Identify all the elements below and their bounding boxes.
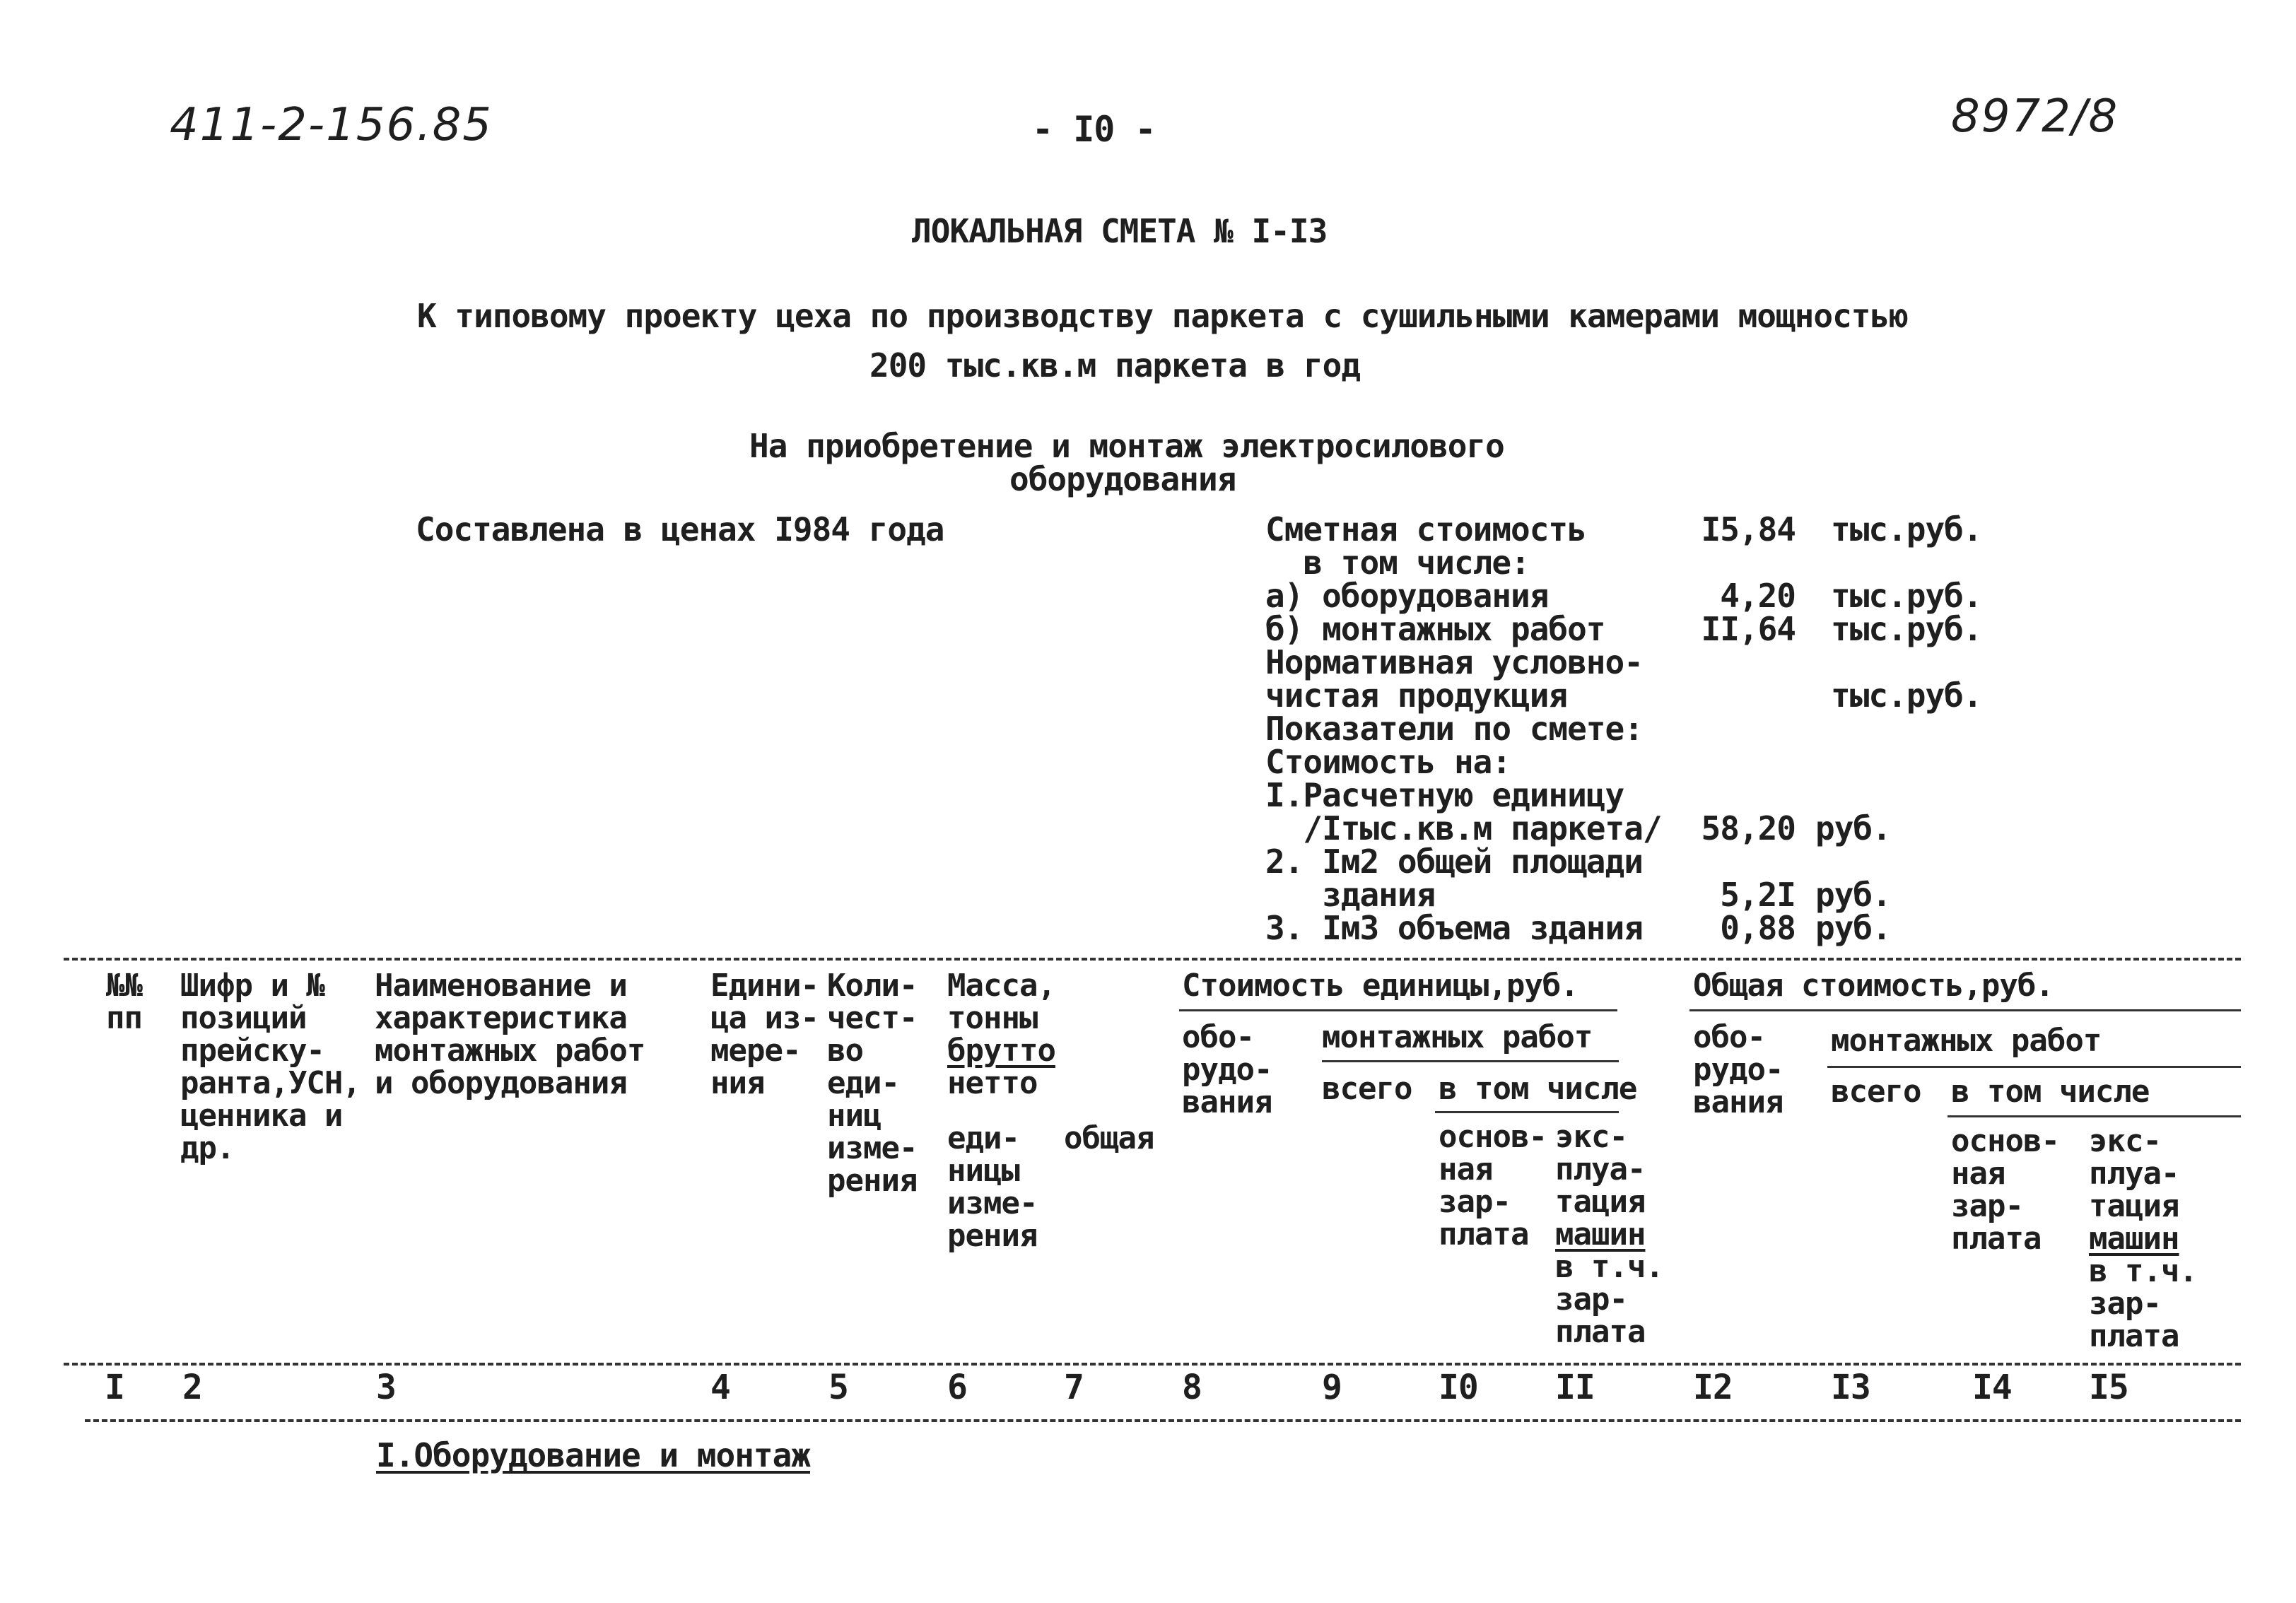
document-code: 411-2-156.85 (170, 99, 493, 151)
total-cost-group-header: Общая стоимость,руб. (1693, 968, 2054, 1004)
column-number: I0 (1439, 1368, 1478, 1407)
summary-unit: руб. (1815, 909, 1891, 947)
summary-value: 5,2I (1720, 876, 1796, 914)
col-unit-header: Едини- ца из- мере- ния (710, 968, 819, 1101)
purpose-line1: На приобретение и монтаж электросилового (749, 427, 1504, 465)
col-unit-base-salary-header: основ- ная зар- плата (1439, 1119, 1547, 1252)
col-unit-equipment-header: обо- рудо- вания (1182, 1019, 1272, 1120)
col-name-header: Наименование и характеристика монтажных работ и оборудования (375, 968, 645, 1101)
project-description-line1: К типовому проекту цеха по производству паркета с сушильными камерами мощностью (417, 297, 1908, 335)
summary-unit: тыс.руб. (1831, 610, 1982, 648)
unit-including-header: в том числе (1439, 1071, 1637, 1107)
summary-label: здания (1265, 876, 1436, 914)
col-mass-header: Масса, тонны брутто нетто (947, 968, 1055, 1101)
column-number: I3 (1831, 1368, 1870, 1407)
summary-value: 0,88 (1720, 909, 1796, 947)
unit-mounting-rule (1322, 1060, 1619, 1062)
column-number: I2 (1693, 1368, 1733, 1407)
unit-cost-group-header: Стоимость единицы,руб. (1182, 968, 1578, 1004)
total-cost-group-rule (1689, 1009, 2241, 1011)
summary-label: 3. Iм3 объема здания (1265, 909, 1643, 947)
page-number: - I0 - (1032, 109, 1156, 150)
summary-label: б) монтажных работ (1265, 610, 1605, 648)
project-description-line2: 200 тыс.кв.м паркета в год (869, 346, 1361, 384)
col-unit-machine-header: экс- плуа- тация машин в т.ч. зар- плата (1555, 1119, 1663, 1350)
col-mass-total-header: общая (1064, 1120, 1154, 1156)
column-number: 9 (1322, 1368, 1342, 1407)
col-total-machine-header: экс- плуа- тация машин в т.ч. зар- плата (2089, 1123, 2197, 1354)
unit-cost-group-rule (1179, 1009, 1617, 1011)
summary-label: Сметная стоимость (1265, 510, 1586, 548)
table-top-rule (64, 958, 2241, 961)
summary-label: чистая продукция (1265, 676, 1568, 715)
purpose-line2: оборудования (1009, 460, 1236, 498)
sheet-number: 8972/8 (1951, 90, 2119, 143)
col-number-header: №№ пп (106, 968, 142, 1036)
column-number: 7 (1064, 1368, 1084, 1407)
column-number: 3 (376, 1368, 396, 1407)
summary-label: Показатели по смете: (1265, 710, 1643, 748)
summary-unit: тыс.руб. (1831, 510, 1982, 548)
column-number: I5 (2089, 1368, 2128, 1407)
col-total-equipment-header: обо- рудо- вания (1693, 1019, 1784, 1120)
summary-label: Нормативная условно- (1265, 643, 1643, 681)
col-quantity-header: Коли- чест- во еди- ниц изме- рения (827, 968, 918, 1199)
summary-unit: руб. (1815, 809, 1891, 847)
total-mounting-rule (1827, 1066, 2241, 1068)
col-mass-unit-header: еди- ницы изме- рения (947, 1120, 1038, 1254)
column-number: I (105, 1368, 124, 1407)
summary-label: I.Расчетную единицу (1265, 776, 1624, 814)
total-including-rule (1948, 1115, 2241, 1117)
prices-note: Составлена в ценах I984 года (416, 510, 944, 548)
summary-label: в том числе: (1265, 544, 1530, 582)
summary-unit: тыс.руб. (1831, 676, 1982, 715)
estimate-title: ЛОКАЛЬНАЯ СМЕТА № I-I3 (912, 212, 1328, 250)
summary-label: а) оборудования (1265, 577, 1549, 615)
header-bottom-rule (64, 1363, 2241, 1366)
summary-value: II,64 (1701, 610, 1796, 648)
column-number: I4 (1972, 1368, 2012, 1407)
column-number: 5 (828, 1368, 848, 1407)
section-title: I.Оборудование и монтаж (376, 1436, 810, 1474)
unit-mounting-header: монтажных работ (1322, 1019, 1593, 1055)
column-number: II (1555, 1368, 1595, 1407)
column-number: 4 (710, 1368, 730, 1407)
col-total-total-header: всего (1831, 1074, 1921, 1110)
col-code-header: Шифр и № позиций прейску- ранта,УСН, ценника и др. (180, 968, 361, 1166)
total-mounting-header: монтажных работ (1831, 1023, 2102, 1059)
summary-unit: руб. (1815, 876, 1891, 914)
summary-value: I5,84 (1701, 510, 1796, 548)
unit-including-rule (1435, 1111, 1619, 1113)
col-unit-total-header: всего (1322, 1071, 1412, 1107)
summary-value: 58,20 (1701, 809, 1796, 847)
column-number: 8 (1182, 1368, 1202, 1407)
summary-label: Стоимость на: (1265, 743, 1511, 781)
column-numbers-rule (85, 1419, 2241, 1422)
col-total-base-salary-header: основ- ная зар- плата (1951, 1123, 2059, 1257)
total-including-header: в том числе (1951, 1074, 2150, 1110)
column-number: 6 (947, 1368, 967, 1407)
summary-unit: тыс.руб. (1831, 577, 1982, 615)
summary-value: 4,20 (1720, 577, 1796, 615)
summary-label: 2. Iм2 общей площади (1265, 842, 1643, 881)
column-number: 2 (182, 1368, 202, 1407)
summary-label: /Iтыс.кв.м паркета/ (1265, 809, 1662, 847)
